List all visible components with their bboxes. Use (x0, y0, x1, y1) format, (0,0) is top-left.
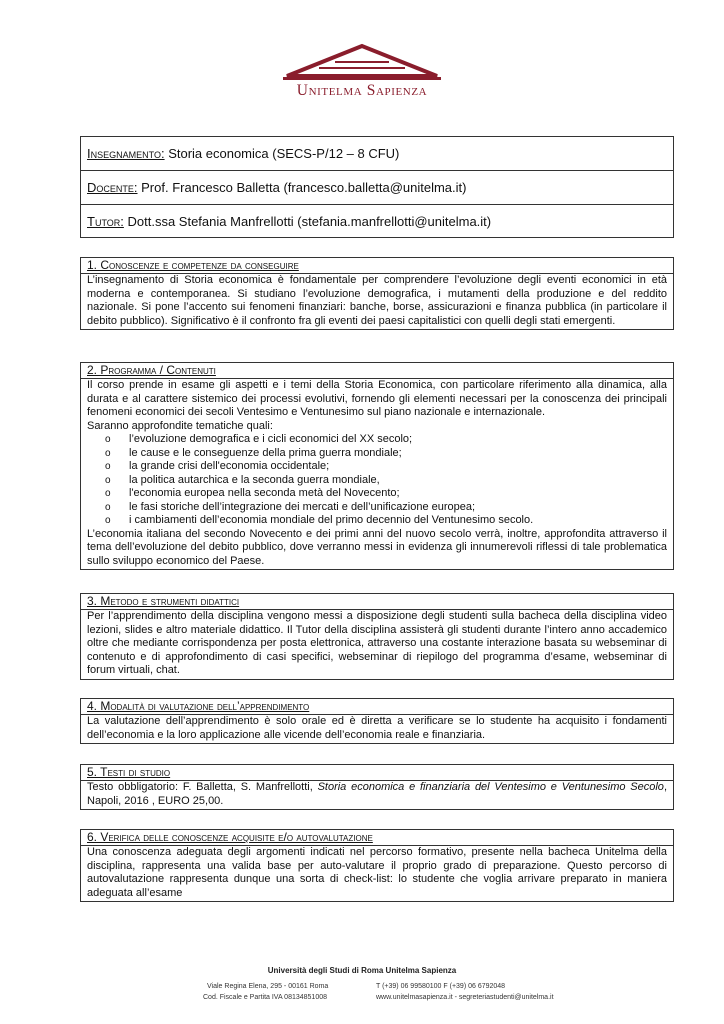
logo-text: Unitelma Sapienza (296, 82, 428, 99)
footer-phone: T (+39) 06 99580100 F (+39) 06 6792048 (376, 983, 506, 990)
docente-row (81, 171, 673, 205)
section-conoscenze (80, 257, 674, 330)
university-logo (279, 42, 445, 104)
tutor-row (81, 205, 673, 239)
topic-list (87, 433, 667, 528)
section-programma (80, 362, 674, 570)
list-item: o i cambiamenti dell’economia mondiale del primo decennio del Ventunesimo secolo. (115, 514, 667, 528)
insegnamento-value: Storia economica (SECS-P/12 – 8 CFU) (164, 146, 400, 161)
section-title: 6. Verifica delle conoscenze acquisite e/o autovalutazione (81, 830, 673, 846)
temple-pediment-icon (279, 42, 445, 82)
list-item: o la grande crisi dell'economia occidentale; (115, 460, 667, 474)
section-title: 4. Modalità di valutazione dell’apprendimento (81, 699, 673, 715)
programma-outro: L’economia italiana del secondo Novecento e dei primi anni del nuovo secolo verrà, inoltre, approfondita attraverso il tema dell’evoluzione del debito pubblico, dove verranno messi in evidenza gli innumerevoli riflessi di tale problematica sullo sviluppo economico del Paese. (87, 527, 667, 567)
section-body (81, 781, 673, 809)
footer-tax-id: Cod. Fiscale e Partita IVA 08134851008 (203, 994, 328, 1001)
footer-university: Università degli Studi di Roma Unitelma Sapienza (267, 966, 457, 975)
section-body: Per l’apprendimento della disciplina vengono messi a disposizione degli studenti sulla bacheca della disciplina video lezioni, slides e altro materiale didattico. Il Tutor della disciplina assisterà gli studenti durante l’intero anno accademico oltre che mediante corrispondenza per posta elettronica, attraverso una costante interazione basata su webseminar di contenuto e di approfondimento di casi specifici, webseminar di riepilogo del programma d’esame, webseminar di forum virtuali, chat. (87, 610, 667, 676)
section-body: L’insegnamento di Storia economica è fondamentale per comprendere l’evoluzione degli eventi economici in età moderna e contemporanea. Si studiano l’evoluzione demografica, i mutamenti della produzione e del reddito nazionale. Si pone l’accento sui fenomeni finanziari: banche, borse, assicurazioni e finanza pubblica (in particolare il debito pubblico). Significativo è il confronto fra gli eventi dei paesi capitalistici con quelli degli stati emergenti. (87, 274, 667, 327)
list-item: o la politica autarchica e la seconda guerra mondiale, (115, 474, 667, 488)
testi-prefix: Testo obbligatorio: F. Balletta, S. Manfrellotti, (87, 781, 318, 793)
section-title: 3. Metodo e strumenti didattici (81, 594, 673, 610)
footer-address: Viale Regina Elena, 295 - 00161 Roma (207, 983, 329, 990)
section-verifica (80, 829, 674, 902)
section-metodo (80, 593, 674, 680)
section-body: La valutazione dell’apprendimento è solo orale ed è diretta a verificare se lo studente ha acquisito i fondamenti dell’economia e la loro applicazione alle vicende dell’economia reale e finanziaria. (87, 715, 667, 741)
insegnamento-row (81, 137, 673, 171)
section-valutazione (80, 698, 674, 744)
programma-intro: Il corso prende in esame gli aspetti e i temi della Storia Economica, con particolare riferimento alla dinamica, alla durata e al carattere sistemico dei processi evolutivi, fornendo gli elementi necessari per la conoscenza dei principali fenomeni economici dei secoli Ventesimo e Ventunesimo sul piano nazionale e internazionale. (87, 379, 667, 418)
section-testi (80, 764, 674, 810)
section-title: 5. Testi di studio (81, 765, 673, 781)
testi-suffix: , Napoli, 2016 , EURO 25,00. (87, 781, 667, 807)
list-item: o le cause e le conseguenze della prima guerra mondiale; (115, 447, 667, 461)
section-body: Una conoscenza adeguata degli argomenti indicati nel percorso formativo, presente nella bacheca Unitelma della disciplina, rappresenta una valida base per auto-valutare il proprio grado di preparazione. Questo percorso di autovalutazione rappresenta dunque una sorta di check-list: lo studente che voglia arrivare preparato in maniera adeguata all’esame (87, 846, 667, 899)
course-header (80, 136, 674, 238)
section-title: 1. Conoscenze e competenze da conseguire (81, 258, 673, 274)
tutor-value: Dott.ssa Stefania Manfrellotti (stefania.manfrellotti@unitelma.it) (123, 214, 492, 229)
section-body (81, 379, 673, 569)
docente-label: Docente: (87, 180, 138, 195)
section-title: 2. Programma / Contenuti (81, 363, 673, 379)
list-item: o le fasi storiche dell’integrazione dei mercati e dell’unificazione europea; (115, 501, 667, 515)
book-title: Storia economica e finanziaria del Ventesimo e Ventunesimo Secolo (317, 781, 664, 793)
docente-value: Prof. Francesco Balletta (francesco.balletta@unitelma.it) (137, 180, 467, 195)
programma-list-intro: Saranno approfondite tematiche quali: (87, 419, 273, 432)
tutor-label: Tutor: (87, 214, 124, 229)
list-item: o l’evoluzione demografica e i cicli economici del XX secolo; (115, 433, 667, 447)
insegnamento-label: Insegnamento: (87, 146, 165, 161)
footer-web: www.unitelmasapienza.it - segreteriastudenti@unitelma.it (376, 994, 554, 1001)
list-item: o l'economia europea nella seconda metà del Novecento; (115, 487, 667, 501)
